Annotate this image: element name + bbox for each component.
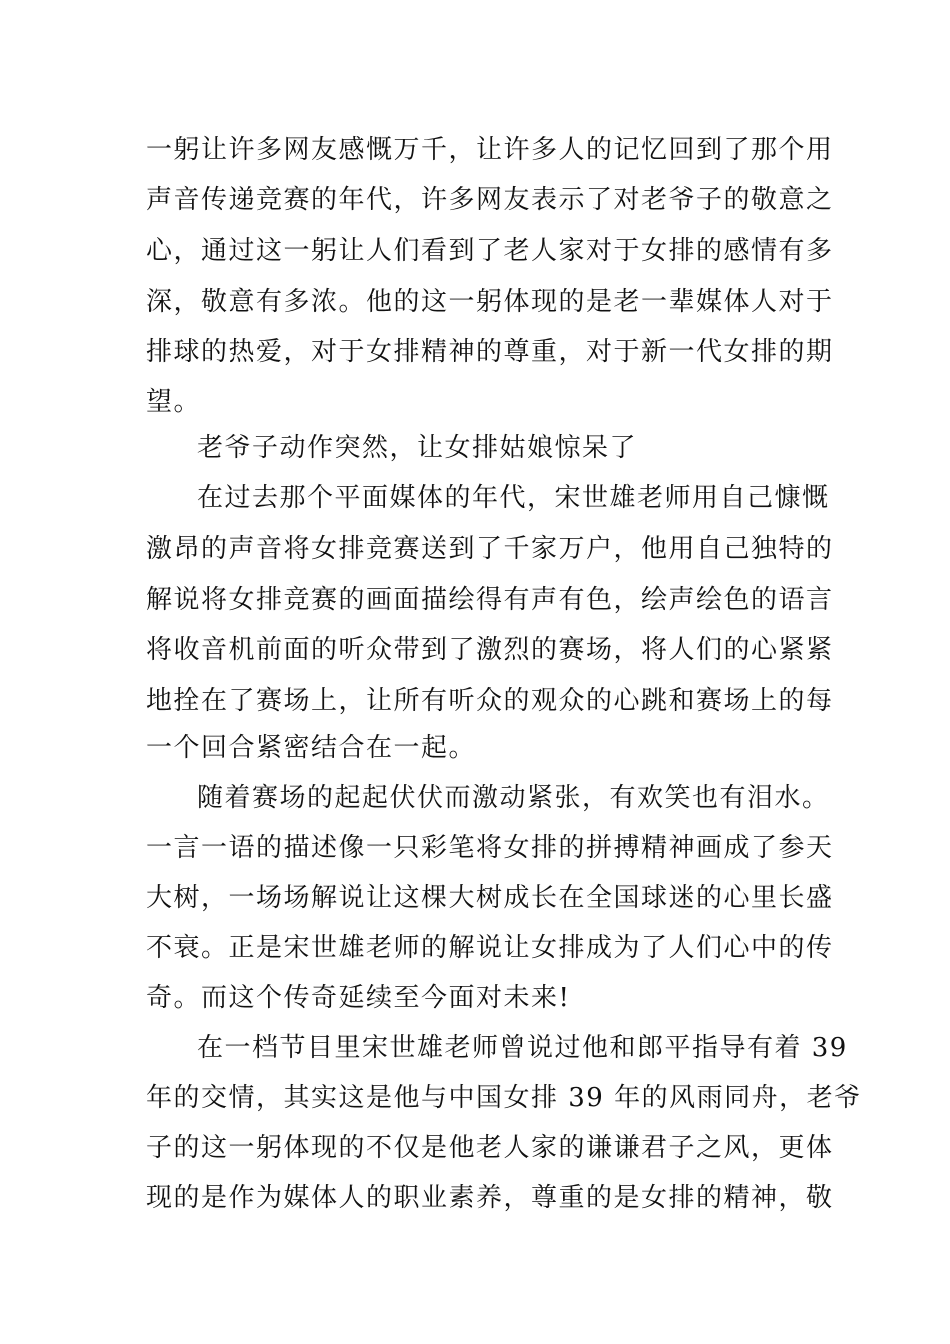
text-line: 声音传递竞赛的年代，许多网友表示了对老爷子的敬意之 bbox=[146, 185, 834, 215]
section-heading: 老爷子动作突然，让女排姑娘惊呆了 bbox=[197, 433, 638, 463]
text-line: 一言一语的描述像一只彩笔将女排的拼搏精神画成了参天 bbox=[146, 833, 834, 863]
text-line: 心，通过这一躬让人们看到了老人家对于女排的感情有多 bbox=[146, 236, 834, 266]
text-line: 现的是作为媒体人的职业素养，尊重的是女排的精神，敬 bbox=[146, 1183, 834, 1213]
text-line: 激昂的声音将女排竞赛送到了千家万户，他用自己独特的 bbox=[146, 534, 834, 564]
text-line: 在过去那个平面媒体的年代，宋世雄老师用自己慷慨 bbox=[197, 483, 830, 513]
text-line: 一躬让许多网友感慨万千，让许多人的记忆回到了那个用 bbox=[146, 135, 834, 165]
text-line: 深，敬意有多浓。他的这一躬体现的是老一辈媒体人对于 bbox=[146, 287, 834, 317]
text-line: 望。 bbox=[146, 387, 202, 417]
text-line: 在一档节目里宋世雄老师曾说过他和郎平指导有着 39 bbox=[197, 1033, 848, 1063]
text-line: 排球的热爱，对于女排精神的尊重，对于新一代女排的期 bbox=[146, 337, 834, 367]
text-line: 年的交情，其实这是他与中国女排 39 年的风雨同舟，老爷 bbox=[146, 1083, 862, 1113]
text-line: 地拴在了赛场上，让所有听众的观众的心跳和赛场上的每 bbox=[146, 686, 834, 716]
text-line: 不衰。正是宋世雄老师的解说让女排成为了人们心中的传 bbox=[146, 933, 834, 963]
text-line: 随着赛场的起起伏伏而激动紧张，有欢笑也有泪水。 bbox=[197, 783, 830, 813]
text-line: 子的这一躬体现的不仅是他老人家的谦谦君子之风，更体 bbox=[146, 1133, 834, 1163]
text-line: 奇。而这个传奇延续至今面对未来! bbox=[146, 983, 571, 1013]
text-line: 大树，一场场解说让这棵大树成长在全国球迷的心里长盛 bbox=[146, 883, 834, 913]
text-line: 一个回合紧密结合在一起。 bbox=[146, 733, 477, 763]
text-line: 将收音机前面的听众带到了激烈的赛场，将人们的心紧紧 bbox=[146, 635, 834, 665]
text-line: 解说将女排竞赛的画面描绘得有声有色，绘声绘色的语言 bbox=[146, 585, 834, 615]
